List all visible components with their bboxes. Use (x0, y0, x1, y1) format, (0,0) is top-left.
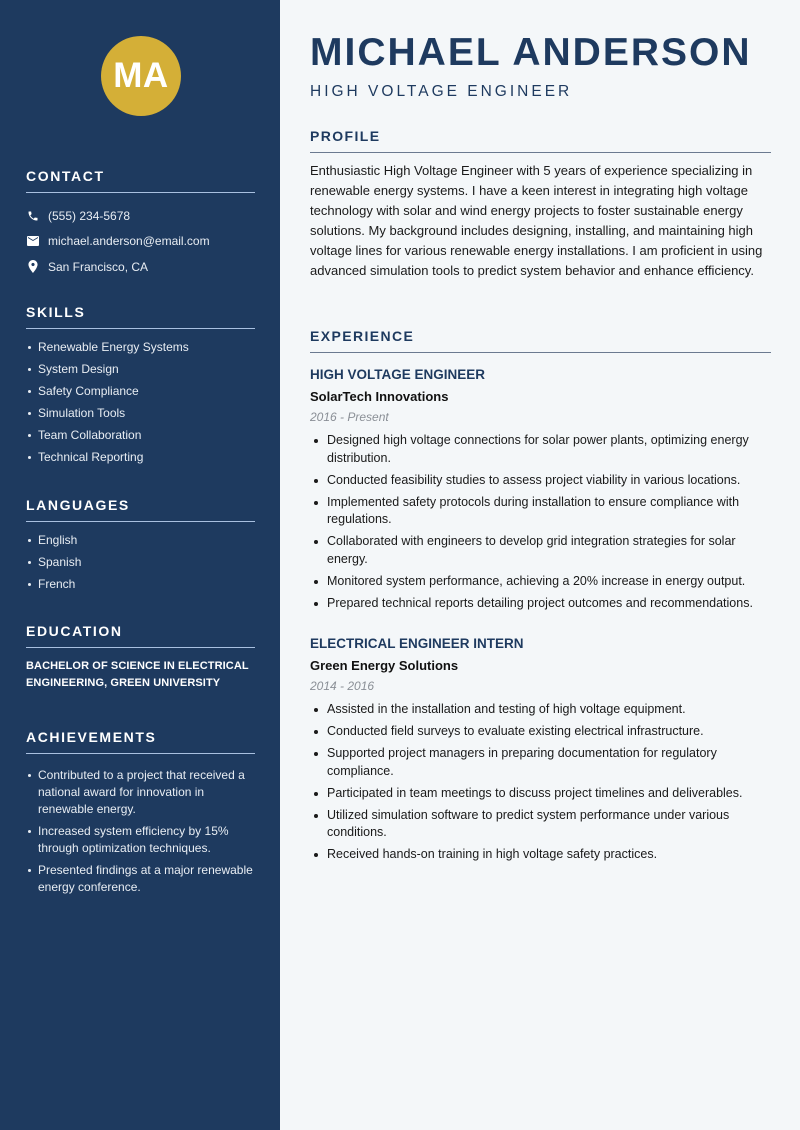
job-bullet: Conducted field surveys to evaluate existing electrical infrastructure. (310, 723, 771, 741)
job-bullets (310, 432, 771, 612)
job-bullet: Supported project managers in preparing documentation for regulatory compliance. (310, 745, 771, 780)
job-bullet: Utilized simulation software to predict system performance under various conditions. (310, 807, 771, 842)
contact-list (26, 203, 255, 280)
job-bullet: Participated in team meetings to discuss project timelines and deliverables. (310, 785, 771, 803)
experience-section (310, 328, 771, 353)
job-bullet: Monitored system performance, achieving a 20% increase in energy output. (310, 573, 771, 591)
candidate-name: MICHAEL ANDERSON (310, 31, 752, 74)
sidebar (0, 0, 280, 1130)
achievement-item: Contributed to a project that received a national award for innovation in renewable energy. (26, 767, 255, 818)
profile-heading: PROFILE (310, 128, 771, 153)
skills-heading: SKILLS (26, 304, 255, 329)
job-company: SolarTech Innovations (310, 389, 449, 404)
achievement-item: Increased system efficiency by 15% through optimization techniques. (26, 823, 255, 857)
job-company: Green Energy Solutions (310, 658, 459, 673)
contact-phone (26, 203, 255, 229)
education-section (26, 623, 255, 692)
language-item: Spanish (26, 554, 255, 571)
job-bullet: Received hands-on training in high voltage safety practices. (310, 846, 771, 864)
achievement-item: Presented findings at a major renewable energy conference. (26, 862, 255, 896)
profile-text: Enthusiastic High Voltage Engineer with 5 years of experience specializing in renewable energy systems. I have a keen interest in integrating high voltage technology with solar and wind energy projects to foster sustainable energy solutions. My background includes designing, installing, and maintaining high voltage lines for various renewable energy installations. I am proficient in using advanced simulation tools to predict system behavior and enhance efficiency. (310, 163, 763, 278)
skills-section (26, 304, 255, 471)
job-bullet: Designed high voltage connections for solar power plants, optimizing energy distribution. (310, 432, 771, 467)
languages-heading: LANGUAGES (26, 497, 255, 522)
skill-item: Simulation Tools (26, 405, 255, 422)
phone-text: (555) 234-5678 (48, 208, 131, 223)
avatar (101, 36, 181, 116)
job-bullet: Conducted feasibility studies to assess project viability in various locations. (310, 472, 771, 490)
job-bullet: Assisted in the installation and testing of high voltage equipment. (310, 701, 771, 719)
language-item: French (26, 576, 255, 593)
skill-item: Renewable Energy Systems (26, 339, 255, 356)
languages-section (26, 497, 255, 598)
achievements-heading: ACHIEVEMENTS (26, 729, 255, 754)
skill-item: Technical Reporting (26, 449, 255, 466)
job-dates: 2016 - Present (310, 410, 389, 424)
skill-item: System Design (26, 361, 255, 378)
candidate-title: HIGH VOLTAGE ENGINEER (310, 83, 573, 100)
experience-entry (310, 366, 771, 617)
profile-section (310, 128, 771, 281)
contact-section (26, 168, 255, 280)
email-text[interactable]: michael.anderson@email.com (48, 234, 210, 249)
experience-entry (310, 635, 771, 868)
language-item: English (26, 532, 255, 549)
job-role: ELECTRICAL ENGINEER INTERN (310, 636, 524, 651)
achievements-section (26, 729, 255, 901)
skill-item: Safety Compliance (26, 383, 255, 400)
phone-icon (26, 209, 39, 222)
languages-list (26, 532, 255, 593)
skills-list (26, 339, 255, 466)
job-role: HIGH VOLTAGE ENGINEER (310, 367, 486, 382)
location-pin-icon (26, 260, 39, 273)
education-degree: BACHELOR OF SCIENCE IN ELECTRICAL ENGINEERING, GREEN UNIVERSITY (26, 660, 249, 689)
job-bullet: Collaborated with engineers to develop grid integration strategies for solar energy. (310, 533, 771, 568)
job-bullets (310, 701, 771, 864)
skill-item: Team Collaboration (26, 427, 255, 444)
avatar-initials: MA (113, 56, 169, 95)
contact-heading: CONTACT (26, 168, 255, 193)
location-text: San Francisco, CA (48, 259, 149, 274)
education-heading: EDUCATION (26, 623, 255, 648)
achievements-list (26, 767, 255, 896)
job-dates: 2014 - 2016 (310, 679, 375, 693)
job-bullet: Prepared technical reports detailing project outcomes and recommendations. (310, 595, 771, 613)
contact-location (26, 254, 255, 280)
email-icon (26, 235, 39, 248)
experience-heading: EXPERIENCE (310, 328, 771, 353)
contact-email (26, 229, 255, 255)
job-bullet: Implemented safety protocols during installation to ensure compliance with regulations. (310, 494, 771, 529)
